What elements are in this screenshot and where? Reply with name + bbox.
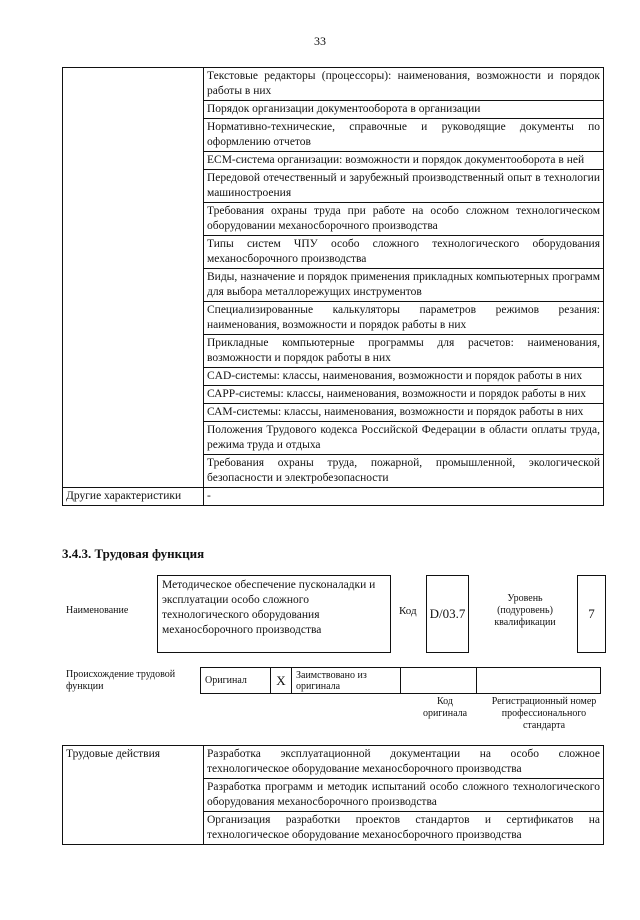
page-number: 33 <box>314 34 326 48</box>
labor-actions-table <box>62 745 604 845</box>
code-box <box>426 575 469 653</box>
knowledge-item: Типы систем ЧПУ особо сложного технологического оборудования механосборочного производства <box>204 236 604 269</box>
code-label: Код <box>399 605 417 617</box>
knowledge-item: Нормативно-технические, справочные и руководящие документы по оформлению отчетов <box>204 119 604 152</box>
section-title: 3.4.3. Трудовая функция <box>62 546 205 561</box>
original-cell <box>200 667 271 694</box>
borrowed-label: Заимствовано из оригинала <box>296 669 367 692</box>
original-label: Оригинал <box>205 675 247 686</box>
labor-action-item: Организация разработки проектов стандартов и сертификатов на технологическое оборудование механосборочного производства <box>204 812 604 845</box>
labor-actions-label: Трудовые действия <box>63 746 204 845</box>
function-name-box <box>157 575 391 653</box>
reg-number-caption: Регистрационный номер профессионального стандарта <box>491 696 597 731</box>
labor-action-item: Разработка эксплуатационной документации на особо сложное технологическое оборудование механосборочного производства <box>204 746 604 779</box>
origin-label: Происхождение трудовой функции <box>66 669 176 692</box>
borrowed-cell <box>291 667 401 694</box>
knowledge-label-cell <box>63 68 204 488</box>
code-original-caption: Код оригинала <box>422 696 468 719</box>
knowledge-item: Виды, назначение и порядок применения прикладных компьютерных программ для выбора металлорежущих инструментов <box>204 269 604 302</box>
level-label: Уровень (подуровень) квалификации <box>494 593 556 628</box>
code-value: D/03.7 <box>429 606 466 621</box>
knowledge-item: САРР-системы: классы, наименования, возможности и порядок работы в них <box>204 386 604 404</box>
knowledge-item: Прикладные компьютерные программы для расчетов: наименования, возможности и порядок работы в них <box>204 335 604 368</box>
level-box <box>577 575 606 653</box>
original-mark: X <box>276 672 286 688</box>
knowledge-item: Текстовые редакторы (процессоры): наименования, возможности и порядок работы в них <box>204 68 604 101</box>
reg-number-cell <box>476 667 601 694</box>
knowledge-item: САМ-системы: классы, наименования, возможности и порядок работы в них <box>204 404 604 422</box>
other-characteristics-value: - <box>204 488 604 506</box>
labor-action-row <box>63 746 604 779</box>
other-characteristics-row <box>63 488 604 506</box>
origin-row <box>200 667 601 694</box>
knowledge-item: Порядок организации документооборота в организации <box>204 101 604 119</box>
original-mark-cell <box>270 667 292 694</box>
knowledge-item: Требования охраны труда при работе на особо сложном технологическом оборудовании механосборочного производства <box>204 203 604 236</box>
name-label: Наименование <box>66 605 129 616</box>
knowledge-table <box>62 67 604 506</box>
level-value: 7 <box>588 606 595 621</box>
function-name: Методическое обеспечение пусконаладки и эксплуатации особо сложного технологического оборудования механосборочного производства <box>162 579 376 636</box>
knowledge-item: CAD-системы: классы, наименования, возможности и порядок работы в них <box>204 368 604 386</box>
knowledge-item: Передовой отечественный и зарубежный производственный опыт в технологии машиностроения <box>204 170 604 203</box>
knowledge-item: Специализированные калькуляторы параметров режимов резания: наименования, возможности и порядок работы в них <box>204 302 604 335</box>
knowledge-item: Положения Трудового кодекса Российской Федерации в области оплаты труда, режима труда и отдыха <box>204 422 604 455</box>
labor-action-item: Разработка программ и методик испытаний особо сложного технологического оборудования механосборочного производства <box>204 779 604 812</box>
code-original-cell <box>400 667 477 694</box>
knowledge-item: Требования охраны труда, пожарной, промышленной, экологической безопасности и электробезопасности <box>204 455 604 488</box>
knowledge-item: ЕСМ-система организации: возможности и порядок документооборота в ней <box>204 152 604 170</box>
knowledge-row <box>63 68 604 101</box>
other-characteristics-label: Другие характеристики <box>63 488 204 506</box>
